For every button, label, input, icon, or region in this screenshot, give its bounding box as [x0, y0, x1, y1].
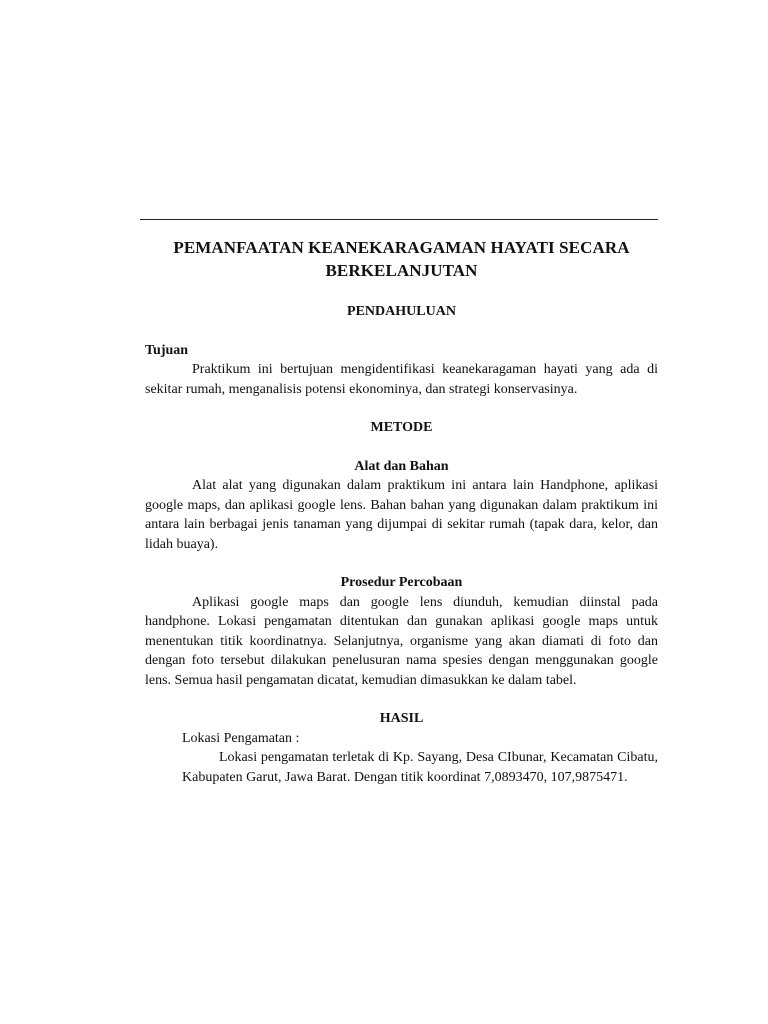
paragraph-alat-bahan: Alat alat yang digunakan dalam praktikum ini antara lain Handphone, aplikasi google maps, dan aplikasi google lens. Bahan bahan yang digunakan dalam praktikum ini antara lain berbagai jenis tanaman yang dijumpai di sekitar rumah (tapak dara, kelor, dan lidah buaya).	[145, 478, 658, 552]
title-line-2: BERKELANJUTAN	[325, 261, 478, 280]
subheading-tujuan: Tujuan	[145, 342, 189, 358]
hasil-block	[182, 729, 658, 788]
section-heading-metode: METODE	[370, 420, 433, 435]
document-body	[145, 236, 658, 787]
label-lokasi: Lokasi Pengamatan :	[182, 730, 300, 746]
title-line-1: PEMANFAATAN KEANEKARAGAMAN HAYATI SECARA	[173, 238, 630, 257]
section-heading-hasil: HASIL	[379, 711, 424, 726]
section-heading-pendahuluan: PENDAHULUAN	[347, 304, 456, 319]
subheading-prosedur: Prosedur Percobaan	[340, 575, 463, 590]
document-title	[145, 236, 658, 282]
paragraph-tujuan: Praktikum ini bertujuan mengidentifikasi keanekaragaman hayati yang ada di sekitar rumah, menganalisis potensi ekonominya, dan strategi konservasinya.	[145, 362, 658, 397]
top-rule	[140, 219, 658, 220]
paragraph-lokasi: Lokasi pengamatan terletak di Kp. Sayang, Desa CIbunar, Kecamatan Cibatu, Kabupaten Garut, Jawa Barat. Dengan titik koordinat 7,0893470, 107,9875471.	[182, 750, 658, 785]
paragraph-prosedur: Aplikasi google maps dan google lens diunduh, kemudian diinstal pada handphone. Lokasi pengamatan ditentukan dan gunakan aplikasi google maps untuk menentukan titik koordinatnya. Selanjutnya, organisme yang akan diamati di foto dan dengan foto tersebut dilakukan penelusuran nama spesies dengan menggunakan google lens. Semua hasil pengamatan dicatat, kemudian dimasukkan ke dalam tabel.	[145, 594, 658, 688]
subheading-alat-bahan: Alat dan Bahan	[354, 458, 449, 474]
